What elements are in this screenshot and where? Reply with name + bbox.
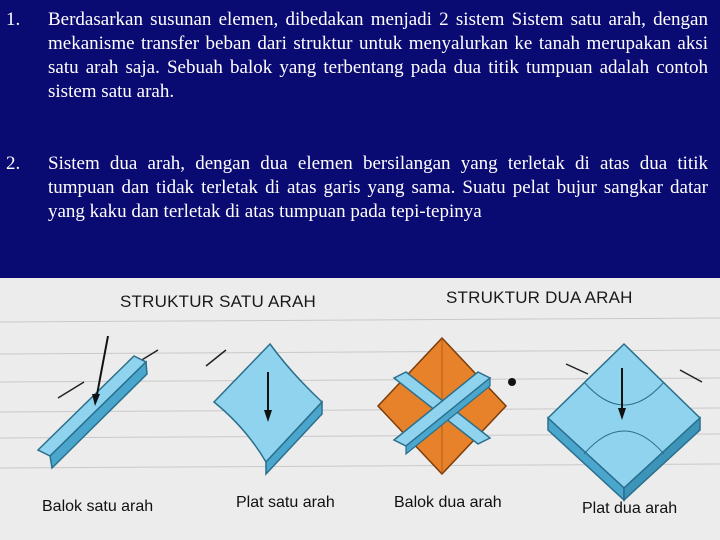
one-way-slab-drawing: [206, 344, 322, 474]
structure-illustration: [0, 278, 720, 540]
list-item-number: 2.: [6, 153, 21, 174]
caption-two-way-beam: Balok dua arah: [394, 494, 502, 511]
two-way-beam-drawing: [378, 338, 516, 474]
two-way-slab-drawing: [548, 344, 702, 500]
list-item-text: Sistem dua arah, dengan dua elemen bersilangan yang terletak di atas dua titik tumpuan dan tidak terletak di atas garis yang sama. Suatu pelat bujur sangkar datar yang kaku dan terletak di atas tumpuan pada tepi-tepinya: [48, 153, 708, 222]
caption-one-way-beam: Balok satu arah: [42, 498, 154, 515]
list-item-text: Berdasarkan susunan elemen, dibedakan menjadi 2 sistem Sistem satu arah, dengan mekanisme transfer beban dari struktur untuk menyalurkan ke tanah merupakan aksi satu arah saja. Sebuah balok yang terbentang pada dua titik tumpuan adalah contoh sistem satu arah.: [48, 9, 708, 102]
caption-one-way-slab: Plat satu arah: [236, 494, 335, 511]
caption-two-way-slab: Plat dua arah: [582, 500, 678, 517]
one-way-structure-heading: STRUKTUR SATU ARAH: [120, 292, 316, 311]
one-way-beam-drawing: [38, 336, 158, 468]
list-item-number: 1.: [6, 9, 21, 30]
two-way-structure-heading: STRUKTUR DUA ARAH: [446, 288, 633, 307]
